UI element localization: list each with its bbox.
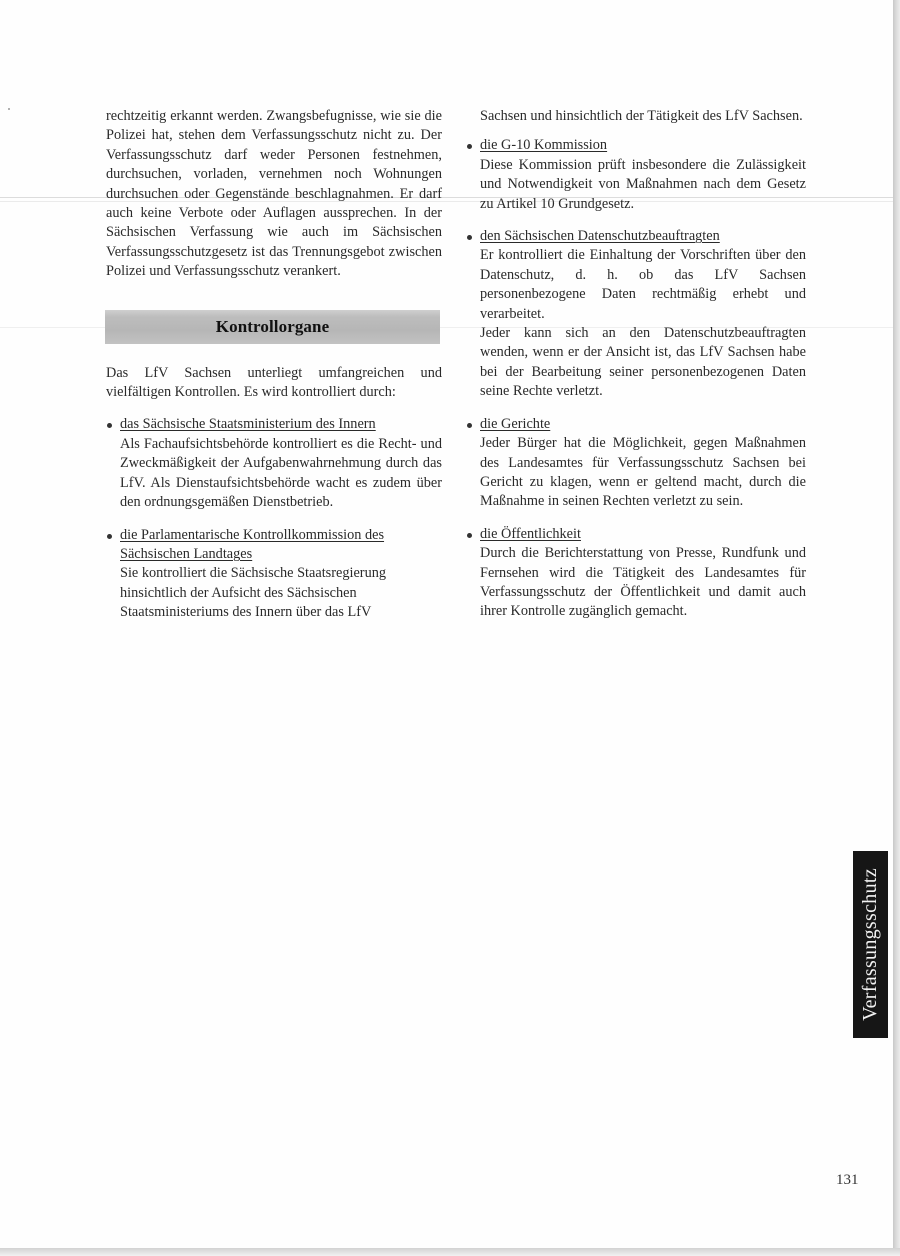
left-column bbox=[106, 107, 442, 623]
list-item-text: Durch die Berichterstattung von Presse, Rundfunk und Fernsehen wird die Tätigkeit des Landesamtes für Verfassungsschutz der Öffentlichkeit und damit auch ihrer Kontrolle zugänglich gemacht. bbox=[480, 545, 806, 620]
page-edge-shadow-bottom bbox=[0, 1248, 900, 1256]
scan-speck bbox=[8, 108, 10, 110]
page-number: 131 bbox=[836, 1172, 859, 1188]
list-item bbox=[106, 415, 442, 512]
list-item bbox=[466, 227, 806, 402]
opening-paragraph: rechtzeitig erkannt werden. Zwangsbefugnisse, wie sie die Polizei hat, stehen dem Verfassungsschutz nicht zu. Der Verfassungsschutz darf weder Personen festnehmen, durchsuchen, vorladen, vernehmen noch Wohnungen durchsuchen oder Gegenstände beschlagnahmen. Er darf auch keine Verbote oder Auflagen aussprechen. In der Sächsischen Verfassung wie auch im Sächsischen Verfassungsschutzgesetz ist das Trennungsgebot zwischen Polizei und Verfassungsschutz verankert. bbox=[106, 108, 442, 280]
list-item-text: Sie kontrolliert die Sächsische Staatsregierung hinsichtlich der Aufsicht des Sächsischen Staatsministeriums des Innern über das LfV bbox=[120, 565, 387, 621]
list-item-text: Jeder Bürger hat die Möglichkeit, gegen Maßnahmen des Landesamtes für Verfassungsschutz Sachsen bei Gericht zu klagen, wenn er geltend macht, durch die Maßnahme in seinen Rechten verletzt zu sein. bbox=[480, 435, 806, 510]
list-item-text: Diese Kommission prüft insbesondere die Zulässigkeit und Notwendigkeit von Maßnahmen nach dem Gesetz zu Artikel 10 Grundgesetz. bbox=[480, 156, 806, 212]
continued-text: Sachsen und hinsichtlich der Tätigkeit des LfV Sachsen. bbox=[480, 108, 803, 124]
control-bodies-list-continued bbox=[466, 136, 806, 621]
list-item-title: die Öffentlichkeit bbox=[480, 525, 581, 542]
section-intro: Das LfV Sachsen unterliegt umfangreichen und vielfältigen Kontrollen. Es wird kontrolliert durch: bbox=[106, 364, 442, 401]
list-item-title: die G-10 Kommission bbox=[480, 137, 608, 154]
list-item-text: Er kontrolliert die Einhaltung der Vorschriften über den Datenschutz, d. h. ob das LfV Sachsen personenbezogene Daten rechtmäßig erhebt und verarbeitet. bbox=[480, 247, 806, 322]
list-item bbox=[106, 526, 442, 623]
control-bodies-list bbox=[106, 415, 442, 622]
list-item-title: die Gerichte bbox=[480, 415, 551, 432]
list-item-text: Als Fachaufsichtsbehörde kontrolliert es die Recht- und Zweckmäßigkeit der Aufgabenwahrnehmung durch das LfV. Als Dienstaufsichtsbehörde wacht es zudem über den ordnungsgemäßen Dienstbetrieb. bbox=[120, 435, 442, 511]
list-item bbox=[466, 415, 806, 512]
section-heading-bar bbox=[105, 310, 440, 344]
list-item bbox=[466, 525, 806, 622]
list-item bbox=[466, 136, 806, 214]
list-item-text: Jeder kann sich an den Datenschutzbeauftragten wenden, wenn er der Ansicht ist, das LfV Sachsen habe bei der Bearbeitung seiner personenbezogenen Daten seine Rechte verletzt. bbox=[480, 325, 806, 400]
chapter-side-tab bbox=[853, 851, 888, 1038]
chapter-side-tab-label: Verfassungsschutz bbox=[859, 868, 882, 1021]
list-item-title: das Sächsische Staatsministerium des Innern bbox=[120, 416, 376, 433]
right-column bbox=[480, 107, 806, 622]
list-item-title: die Parlamentarische Kontrollkommission des Sächsischen Landtages bbox=[120, 526, 385, 562]
list-item-title: den Sächsischen Datenschutzbeauftragten bbox=[480, 228, 720, 245]
section-heading: Kontrollorgane bbox=[215, 316, 330, 336]
page-edge-shadow-right bbox=[893, 0, 900, 1256]
